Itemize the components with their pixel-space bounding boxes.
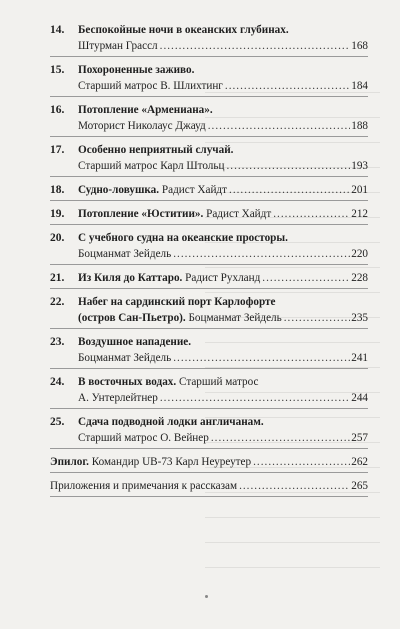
toc-line (78, 246, 368, 262)
chapter-title: Особенно неприятный случай. (78, 144, 234, 156)
toc-line (78, 142, 368, 158)
page-number: 193 (351, 160, 368, 172)
leader-dots (273, 206, 350, 222)
chapter-title-text (78, 310, 282, 326)
chapter-title-text (78, 294, 276, 310)
toc-entry-body (78, 22, 368, 56)
chapter-author: Старший матрос О. Вейнер (78, 432, 209, 444)
chapter-number: 17. (50, 144, 65, 156)
toc-entry-epilogue[interactable] (50, 454, 368, 473)
toc-line (78, 38, 368, 54)
page-mark (205, 595, 208, 598)
toc-line (78, 230, 368, 246)
chapter-author: Моторист Николаус Джауд (78, 120, 206, 132)
chapter-author: Радист Рухланд (185, 272, 261, 284)
toc-line (78, 62, 368, 78)
leader-dots (160, 390, 350, 406)
chapter-number: 16. (50, 104, 65, 116)
toc-line (78, 102, 368, 118)
toc-entry[interactable] (50, 414, 368, 449)
toc-entry-body (78, 102, 368, 136)
leader-dots (284, 310, 350, 326)
toc-entry-body (78, 206, 368, 224)
page-number: 184 (351, 80, 368, 92)
chapter-number: 15. (50, 64, 65, 76)
chapter-number: 18. (50, 184, 65, 196)
chapter-title: Воздушное нападение. (78, 336, 192, 348)
leader-dots (208, 118, 350, 134)
toc-entry[interactable] (50, 230, 368, 265)
chapter-number: 14. (50, 24, 65, 36)
toc-line (78, 374, 368, 390)
chapter-title-text (78, 374, 258, 390)
toc-entry[interactable] (50, 102, 368, 137)
leader-dots (225, 78, 350, 94)
chapter-title: Из Киля до Каттаро. (78, 272, 183, 284)
chapter-author: Боцманмат Зейдель (188, 312, 282, 324)
page-number: 262 (351, 456, 368, 468)
leader-dots (226, 158, 350, 174)
toc-entry-body (50, 454, 368, 472)
chapter-number: 22. (50, 296, 65, 308)
chapter-number: 19. (50, 208, 65, 220)
toc-entry-body (78, 62, 368, 96)
toc-entry-body (78, 230, 368, 264)
leader-dots (253, 454, 350, 470)
chapter-title: В восточных водах. (78, 376, 177, 388)
epilogue-text (50, 454, 251, 470)
toc-entry[interactable] (50, 22, 368, 57)
toc-entry-body (50, 478, 368, 496)
toc-line (78, 350, 368, 366)
page-number: 220 (351, 248, 368, 260)
page-number: 168 (351, 40, 368, 52)
toc-entry-body (78, 142, 368, 176)
toc-line (78, 158, 368, 174)
chapter-title: Беспокойные ночи в океанских глубинах. (78, 24, 289, 36)
chapter-author: Радист Хайдт (206, 208, 272, 220)
leader-dots (239, 478, 350, 494)
appendix-title: Приложения и примечания к рассказам (50, 480, 238, 492)
toc-line (78, 334, 368, 350)
chapter-author: Радист Хайдт (161, 184, 228, 196)
toc-entry-body (78, 270, 368, 288)
chapter-title: Сдача подводной лодки англичанам. (78, 416, 264, 428)
toc-entry-body (78, 414, 368, 448)
toc-line (50, 478, 368, 494)
table-of-contents (50, 22, 368, 497)
page-number: 265 (351, 480, 368, 492)
toc-entry[interactable] (50, 334, 368, 369)
toc-line (78, 270, 368, 286)
page-number: 241 (351, 352, 368, 364)
leader-dots (229, 182, 350, 198)
toc-line (78, 182, 368, 198)
toc-entry-body (78, 374, 368, 408)
chapter-number: 20. (50, 232, 65, 244)
toc-entry-body (78, 334, 368, 368)
chapter-title: Судно-ловушка. (78, 184, 160, 196)
chapter-author: Старший матрос В. Шлихтинг (78, 80, 223, 92)
leader-dots (160, 38, 351, 54)
page-number: 244 (351, 392, 368, 404)
chapter-title-cont: (остров Сан-Пьетро). (78, 312, 186, 324)
chapter-author: Боцманмат Зейдель (78, 352, 172, 364)
chapter-title: С учебного судна на океанские просторы. (78, 232, 288, 244)
toc-line (78, 310, 368, 326)
chapter-title-text (78, 182, 227, 198)
toc-entry[interactable] (50, 142, 368, 177)
toc-line (78, 118, 368, 134)
chapter-number: 23. (50, 336, 65, 348)
leader-dots (211, 430, 350, 446)
toc-line (78, 294, 368, 310)
toc-entry-appendix[interactable] (50, 478, 368, 497)
toc-line (78, 414, 368, 430)
toc-entry[interactable] (50, 294, 368, 329)
epilogue-author: Командир UB-73 Карл Неуреутер (91, 456, 252, 468)
chapter-number: 25. (50, 416, 65, 428)
page-number: 212 (351, 208, 368, 220)
toc-line (50, 454, 368, 470)
chapter-title: Набег на сардинский порт Карлофорте (78, 296, 276, 308)
chapter-number: 24. (50, 376, 65, 388)
page-number: 188 (351, 120, 368, 132)
toc-entry[interactable] (50, 374, 368, 409)
chapter-number: 21. (50, 272, 65, 284)
chapter-title-text (78, 206, 271, 222)
chapter-author: А. Унтерлейтнер (78, 392, 158, 404)
epilogue-title: Эпилог. (50, 456, 89, 468)
toc-line (78, 78, 368, 94)
toc-entry-body (78, 294, 368, 328)
chapter-author: Старший матрос Карл Штольц (78, 160, 225, 172)
chapter-author-prefix: Старший матрос (179, 376, 259, 388)
toc-line (78, 390, 368, 406)
toc-entry[interactable] (50, 62, 368, 97)
page-number: 235 (351, 312, 368, 324)
chapter-title: Похороненные заживо. (78, 64, 195, 76)
toc-entry[interactable] (50, 206, 368, 225)
toc-line (78, 22, 368, 38)
chapter-author: Боцманмат Зейдель (78, 248, 172, 260)
chapter-author: Штурман Грассл (78, 40, 158, 52)
page-number: 257 (351, 432, 368, 444)
toc-entry-body (78, 182, 368, 200)
toc-entry[interactable] (50, 182, 368, 201)
chapter-title: Потопление «Юститии». (78, 208, 204, 220)
leader-dots (173, 246, 350, 262)
toc-line (78, 206, 368, 222)
toc-entry[interactable] (50, 270, 368, 289)
leader-dots (262, 270, 350, 286)
leader-dots (173, 350, 350, 366)
chapter-title: Потопление «Армениана». (78, 104, 213, 116)
page-number: 228 (351, 272, 368, 284)
page-number: 201 (351, 184, 368, 196)
toc-line (78, 430, 368, 446)
chapter-title-text (78, 270, 260, 286)
